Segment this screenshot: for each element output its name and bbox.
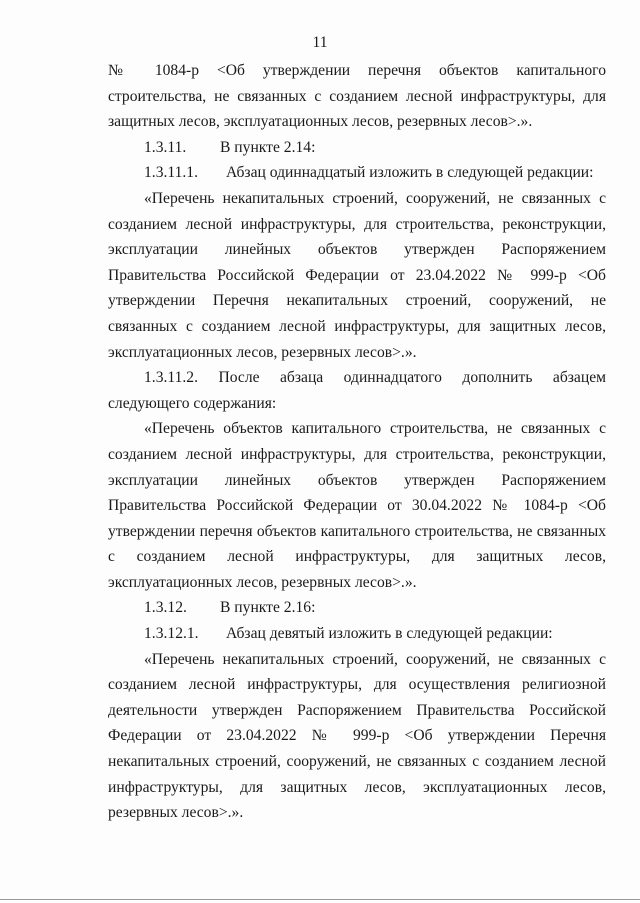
item-number: 1.3.11. xyxy=(144,138,187,156)
page-number: 11 xyxy=(312,34,328,51)
item-number: 1.3.12. xyxy=(144,599,187,617)
quoted-paragraph: «Перечень некапитальных строений, сооружений, не связанных с созданием лесной инфраструктуры, для осуществления религиозной деятельности утвержден Распоряжением Правительства Российской Федерации от 23.04.2022 № 999-р <Об утверждении Перечня некапитальных строений, сооружений, не связанных с созданием лесной инфраструктуры, для защитных лесов, эксплуатационных лесов, резервных лесов>.». xyxy=(108,650,606,822)
item-text: В пункте 2.14: xyxy=(220,138,316,156)
item-text: Абзац девятый изложить в следующей редакции: xyxy=(226,625,553,643)
bottom-rule xyxy=(0,899,640,900)
item-1-3-11-1 xyxy=(108,160,606,186)
item-1-3-12-1 xyxy=(108,621,606,647)
quoted-paragraph: «Перечень некапитальных строений, сооружений, не связанных с созданием лесной инфраструктуры, для строительства, реконструкции, эксплуатации линейных объектов утвержден Распоряжением Правительства Российской Федерации от 23.04.2022 № 999-р <Об утверждении Перечня некапитальных строений, сооружений, не связанных с созданием лесной инфраструктуры, для защитных лесов, эксплуатационных лесов, резервных лесов>.». xyxy=(108,189,606,361)
item-number: 1.3.12.1. xyxy=(144,625,199,643)
document-body xyxy=(108,58,606,826)
item-text: Абзац одиннадцатый изложить в следующей редакции: xyxy=(226,164,594,182)
quoted-paragraph: «Перечень объектов капитального строительства, не связанных с созданием лесной инфраструктуры, для строительства, реконструкции, эксплуатации линейных объектов утвержден Распоряжением Правительства Российской Федерации от 30.04.2022 № 1084-р <Об утверждении перечня объектов капитального строительства, не связанных с созданием лесной инфраструктуры, для защитных лесов, эксплуатационных лесов, резервных лесов>.». xyxy=(108,420,606,591)
item-number: 1.3.11.1. xyxy=(144,164,198,182)
item-1-3-11 xyxy=(108,135,606,161)
item-1-3-11-2: 1.3.11.2. После абзаца одиннадцатого дополнить абзацем следующего содержания: xyxy=(108,369,606,412)
item-text: В пункте 2.16: xyxy=(220,599,316,617)
item-1-3-12 xyxy=(108,595,606,621)
paragraph-continuation: № 1084-р <Об утверждении перечня объектов капитального строительства, не связанных с созданием лесной инфраструктуры, для защитных лесов, эксплуатационных лесов, резервных лесов>.». xyxy=(108,62,606,131)
